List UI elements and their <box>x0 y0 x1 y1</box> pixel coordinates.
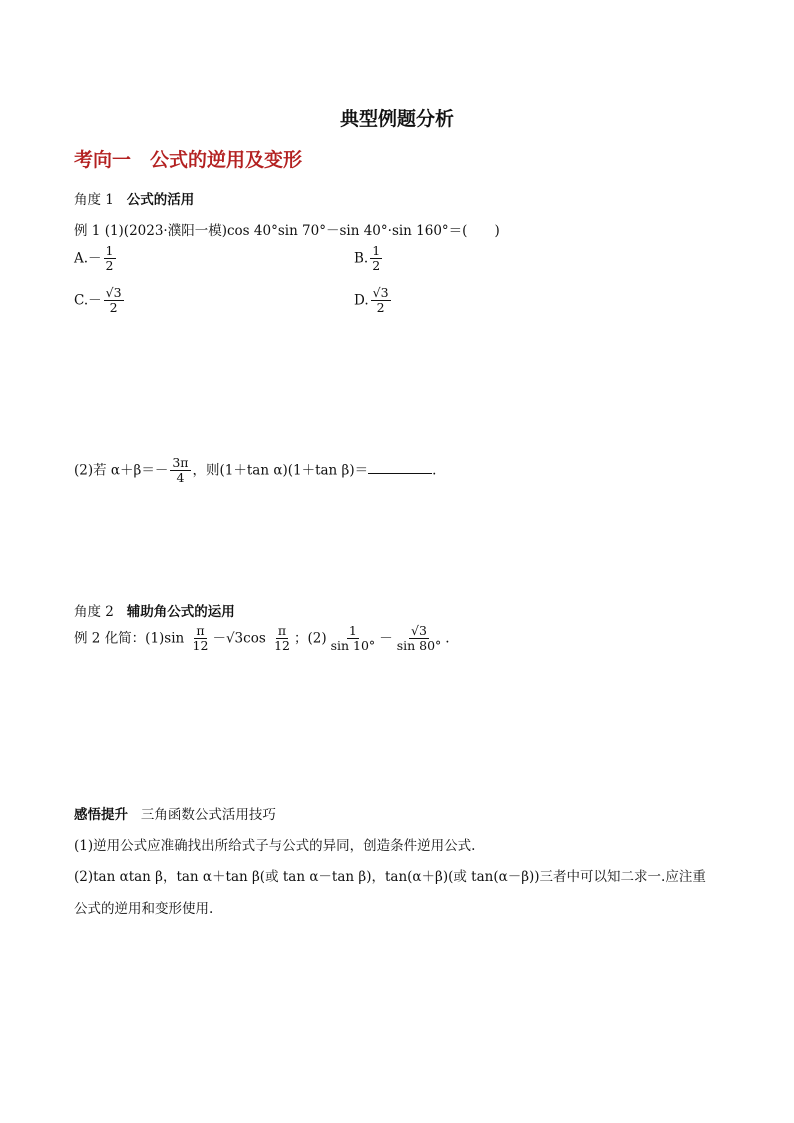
insight-title: 三角函数公式活用技巧 <box>140 807 276 823</box>
option-d-num: √3 <box>372 285 389 300</box>
example2-mid1: －√3cos <box>212 630 271 647</box>
example1-label: 例 1 <box>74 223 101 239</box>
example1-question1 <box>74 219 500 239</box>
example2-frac4-num: √3 <box>411 623 427 638</box>
example2-mid2: ；(2) <box>293 630 327 647</box>
insight-p2-line1: (2)tan αtan β，tan α＋tan β(或 tan α－tan β)，tan(α＋β)(或 tan(α－β))三者中可以知二求一.应注重 <box>74 869 706 885</box>
option-c <box>74 286 126 316</box>
insight-p1: (1)逆用公式应准确找出所给式子与公式的异同，创造条件逆用公式. <box>74 838 476 854</box>
option-c-sign: － <box>88 292 102 309</box>
example2-frac1-den: 12 <box>192 638 209 654</box>
option-a-fraction <box>104 244 116 274</box>
example1-q1-text: (1)(2023·濮阳一模)cos 40°sin 70°－sin 40°·sin 160°＝( ) <box>104 223 500 239</box>
option-b-fraction <box>370 244 382 274</box>
example2-minus: － <box>379 630 393 647</box>
angle1-title: 公式的活用 <box>126 192 195 208</box>
example2-question <box>74 624 450 654</box>
option-d-label: D. <box>354 292 369 309</box>
option-d-fraction <box>371 286 391 316</box>
angle1-heading <box>74 188 194 208</box>
option-b-label: B. <box>354 250 369 267</box>
option-a <box>74 244 118 274</box>
angle2-heading <box>74 600 235 620</box>
option-a-label: A. <box>74 250 89 267</box>
example2-lead: 化简：(1)sin <box>104 630 189 647</box>
option-d-den: 2 <box>376 300 385 316</box>
angle2-title: 辅助角公式的运用 <box>126 604 235 620</box>
q2-suffix: ，则(1＋tan α)(1＋tan β)＝ <box>192 462 369 479</box>
q2-end: . <box>432 462 437 479</box>
q2-prefix: (2)若 α＋β＝－ <box>74 462 169 479</box>
option-b-den: 2 <box>372 258 381 274</box>
angle1-label: 角度 1 <box>74 192 114 208</box>
example2-frac4 <box>395 624 444 654</box>
example2-label: 例 2 <box>74 630 101 647</box>
example2-end: . <box>445 630 450 647</box>
example2-frac3 <box>329 624 378 654</box>
example2-frac1 <box>191 624 211 654</box>
example2-frac4-den: sin 80° <box>396 638 442 654</box>
option-c-den: 2 <box>109 300 118 316</box>
option-a-den: 2 <box>105 258 114 274</box>
insight-p2-line2: 公式的逆用和变形使用. <box>74 901 214 917</box>
angle2-label: 角度 2 <box>74 604 114 620</box>
q2-frac-num: 3π <box>172 455 189 470</box>
q2-frac-den: 4 <box>176 470 185 486</box>
insight-heading <box>74 803 276 823</box>
option-d <box>354 286 393 316</box>
example2-frac3-den: sin 10° <box>330 638 376 654</box>
example2-frac2-num: π <box>277 623 287 638</box>
example2-frac2-den: 12 <box>274 638 290 654</box>
answer-blank <box>368 459 432 474</box>
example2-frac1-num: π <box>196 623 205 638</box>
option-c-fraction <box>104 286 124 316</box>
example2-frac3-num: 1 <box>348 623 357 638</box>
option-c-label: C. <box>74 292 89 309</box>
option-b-num: 1 <box>372 243 381 258</box>
insight-label: 感悟提升 <box>74 807 128 823</box>
option-a-num: 1 <box>105 243 114 258</box>
section-title: 考向一 公式的逆用及变形 <box>74 149 303 171</box>
example2-frac2 <box>272 624 292 654</box>
q2-fraction <box>170 456 190 486</box>
option-c-num: √3 <box>105 285 122 300</box>
example1-question2 <box>74 456 436 486</box>
option-a-sign: － <box>88 250 102 267</box>
page-title: 典型例题分析 <box>339 108 454 130</box>
option-b <box>354 244 384 274</box>
